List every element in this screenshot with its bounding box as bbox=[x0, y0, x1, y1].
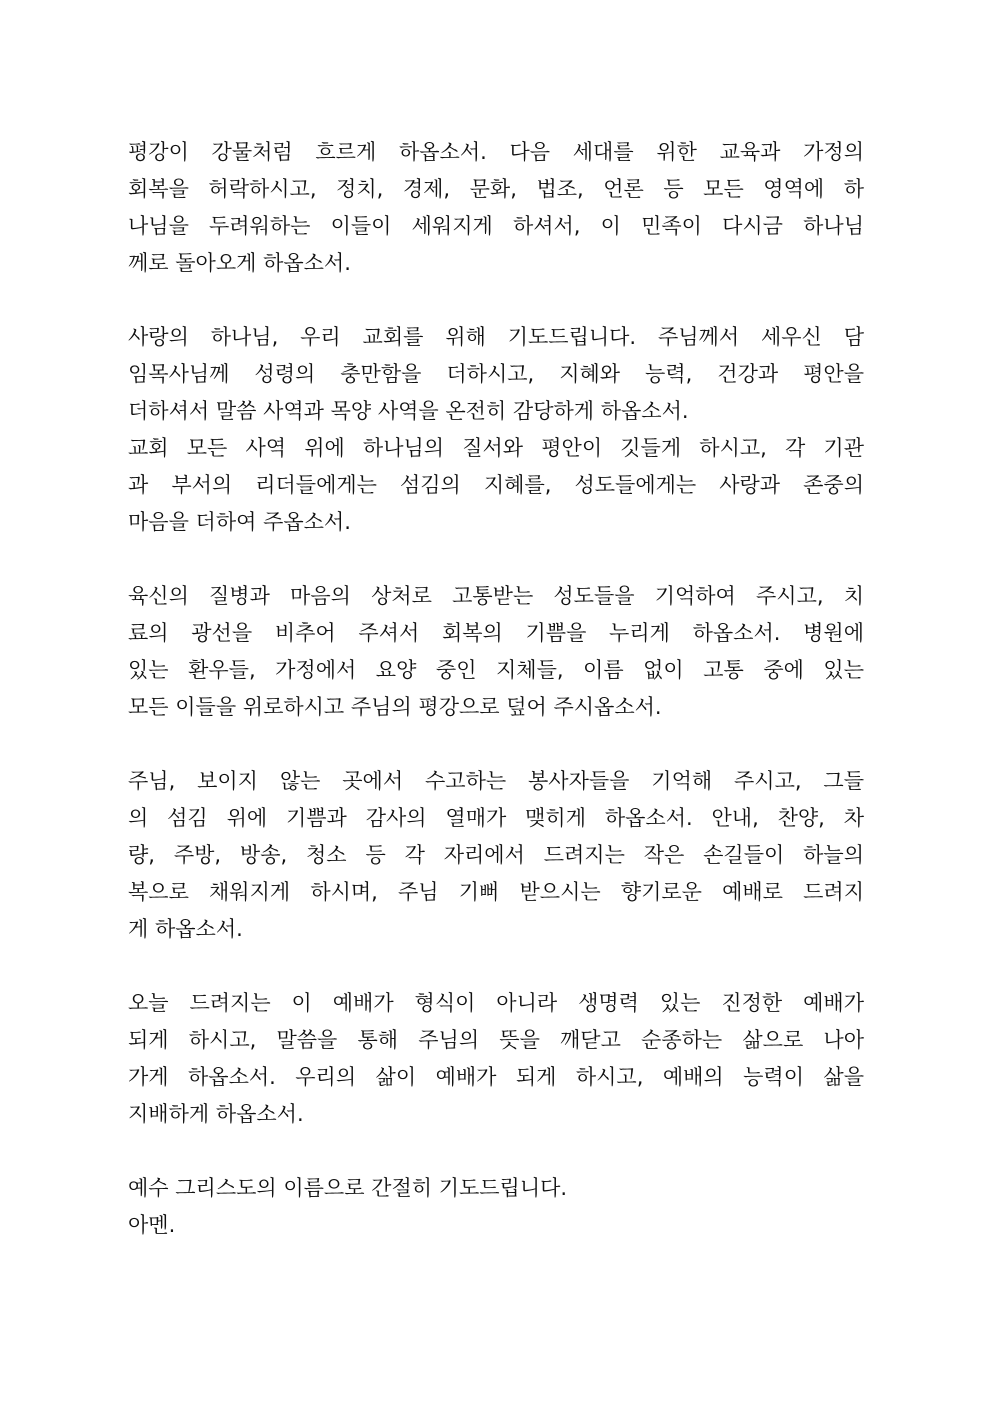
document-body bbox=[128, 134, 864, 1244]
text-line: 가게 하옵소서. 우리의 삶이 예배가 되게 하시고, 예배의 능력이 삶을 bbox=[128, 1065, 864, 1089]
paragraph-gap bbox=[128, 541, 864, 578]
text-line: 료의 광선을 비추어 주셔서 회복의 기쁨을 누리게 하옵소서. 병원에 bbox=[128, 621, 864, 645]
paragraph-gap bbox=[128, 726, 864, 763]
text-line: 교회 모든 사역 위에 하나님의 질서와 평안이 깃들게 하시고, 각 기관 bbox=[128, 436, 864, 460]
text-line: 의 섬김 위에 기쁨과 감사의 열매가 맺히게 하옵소서. 안내, 찬양, 차 bbox=[128, 806, 864, 830]
paragraph-volunteers bbox=[128, 763, 864, 948]
amen-line: 아멘. bbox=[128, 1213, 176, 1237]
text-line: 더하셔서 말씀 사역과 목양 사역을 온전히 감당하게 하옵소서. bbox=[128, 399, 689, 423]
text-line: 지배하게 하옵소서. bbox=[128, 1102, 304, 1126]
paragraph-closing bbox=[128, 1170, 864, 1244]
text-line: 있는 환우들, 가정에서 요양 중인 지체들, 이름 없이 고통 중에 있는 bbox=[128, 658, 864, 682]
text-line: 나님을 두려워하는 이들이 세워지게 하셔서, 이 민족이 다시금 하나님 bbox=[128, 214, 864, 238]
text-line: 마음을 더하여 주옵소서. bbox=[128, 510, 351, 534]
text-line: 육신의 질병과 마음의 상처로 고통받는 성도들을 기억하여 주시고, 치 bbox=[128, 584, 864, 608]
text-line: 게 하옵소서. bbox=[128, 917, 243, 941]
paragraph-gap bbox=[128, 948, 864, 985]
text-line: 과 부서의 리더들에게는 섬김의 지혜를, 성도들에게는 사랑과 존중의 bbox=[128, 473, 864, 497]
text-line: 복으로 채워지게 하시며, 주님 기뻐 받으시는 향기로운 예배로 드려지 bbox=[128, 880, 864, 904]
text-line: 사랑의 하나님, 우리 교회를 위해 기도드립니다. 주님께서 세우신 담 bbox=[128, 325, 864, 349]
paragraph-gap bbox=[128, 1133, 864, 1170]
text-line: 께로 돌아오게 하옵소서. bbox=[128, 251, 351, 275]
paragraph-nation bbox=[128, 134, 864, 282]
text-line: 회복을 허락하시고, 정치, 경제, 문화, 법조, 언론 등 모든 영역에 하 bbox=[128, 177, 864, 201]
text-line: 량, 주방, 방송, 청소 등 각 자리에서 드려지는 작은 손길들이 하늘의 bbox=[128, 843, 864, 867]
text-line: 임목사님께 성령의 충만함을 더하시고, 지혜와 능력, 건강과 평안을 bbox=[128, 362, 864, 386]
text-line: 예수 그리스도의 이름으로 간절히 기도드립니다. bbox=[128, 1176, 568, 1200]
paragraph-gap bbox=[128, 282, 864, 319]
text-line: 되게 하시고, 말씀을 통해 주님의 뜻을 깨닫고 순종하는 삶으로 나아 bbox=[128, 1028, 864, 1052]
text-line: 평강이 강물처럼 흐르게 하옵소서. 다음 세대를 위한 교육과 가정의 bbox=[128, 140, 864, 164]
paragraph-church bbox=[128, 319, 864, 541]
paragraph-healing bbox=[128, 578, 864, 726]
text-line: 오늘 드려지는 이 예배가 형식이 아니라 생명력 있는 진정한 예배가 bbox=[128, 991, 864, 1015]
paragraph-worship bbox=[128, 985, 864, 1133]
text-line: 주님, 보이지 않는 곳에서 수고하는 봉사자들을 기억해 주시고, 그들 bbox=[128, 769, 864, 793]
text-line: 모든 이들을 위로하시고 주님의 평강으로 덮어 주시옵소서. bbox=[128, 695, 662, 719]
